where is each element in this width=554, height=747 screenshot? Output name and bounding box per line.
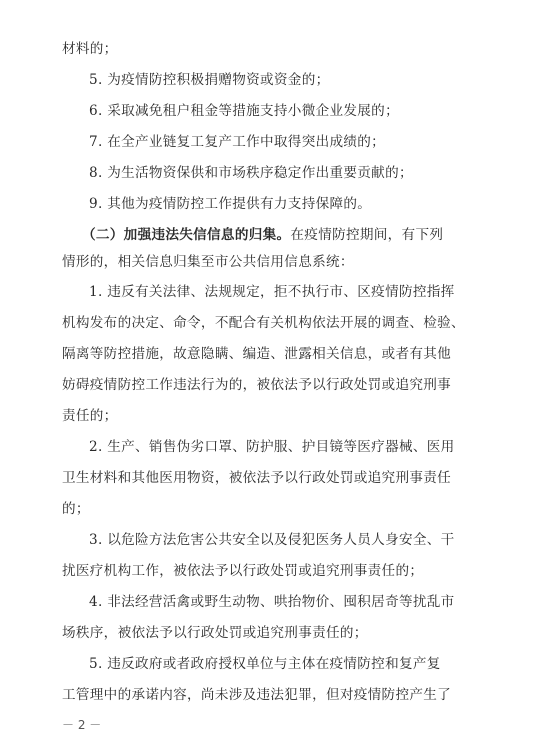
- list-item-6: 6. 采取减免租户租金等措施支持小微企业发展的；: [89, 103, 399, 119]
- paragraph-4-line: 场秩序，被依法予以行政处罚或追究刑事责任的；: [62, 625, 368, 641]
- list-item-5: 5. 为疫情防控积极捐赠物资或资金的；: [89, 72, 330, 88]
- paragraph-5-line: 工管理中的承诺内容，尚未涉及违法犯罪，但对疫情防控产生了: [62, 687, 452, 703]
- paragraph-2-line: 2. 生产、销售伪劣口罩、防护服、护目镜等医疗器械、医用: [89, 439, 455, 455]
- text-line: 情形的，相关信息归集至市公共信用信息系统：: [62, 254, 354, 270]
- paragraph-5-line: 5. 违反政府或者政府授权单位与主体在疫情防控和复产复: [89, 656, 441, 672]
- paragraph-1-line: 机构发布的决定、命令，不配合有关机构依法开展的调查、检验、: [62, 315, 465, 331]
- paragraph-2-line: 卫生材料和其他医用物资，被依法予以行政处罚或追究刑事责任: [62, 470, 452, 486]
- section-heading: （二）加强违法失信信息的归集。: [82, 227, 291, 243]
- list-item-7: 7. 在全产业链复工复产工作中取得突出成绩的；: [89, 134, 386, 150]
- paragraph-3-line: 3. 以危险方法危害公共安全以及侵犯医务人员人身安全、干: [89, 532, 455, 548]
- section-heading-line: [82, 225, 443, 245]
- paragraph-2-line: 的；: [62, 501, 90, 517]
- paragraph-1-line: 责任的；: [62, 408, 118, 424]
- paragraph-3-line: 扰医疗机构工作，被依法予以行政处罚或追究刑事责任的；: [62, 563, 424, 579]
- list-item-8: 8. 为生活物资保供和市场秩序稳定作出重要贡献的；: [89, 165, 413, 181]
- text-line: 材料的；: [62, 41, 118, 57]
- paragraph-1-line: 妨碍疫情防控工作违法行为的，被依法予以行政处罚或追究刑事: [62, 377, 452, 393]
- paragraph-1-line: 1. 违反有关法律、法规规定，拒不执行市、区疫情防控指挥: [89, 284, 455, 300]
- paragraph-1-line: 隔离等防控措施，故意隐瞒、编造、泄露相关信息，或者有其他: [62, 346, 452, 362]
- page-number: － 2 －: [62, 718, 102, 732]
- section-intro: 在疫情防控期间，有下列: [290, 227, 444, 243]
- paragraph-4-line: 4. 非法经营活禽或野生动物、哄抬物价、囤积居奇等扰乱市: [89, 594, 455, 610]
- list-item-9: 9. 其他为疫情防控工作提供有力支持保障的。: [89, 196, 372, 212]
